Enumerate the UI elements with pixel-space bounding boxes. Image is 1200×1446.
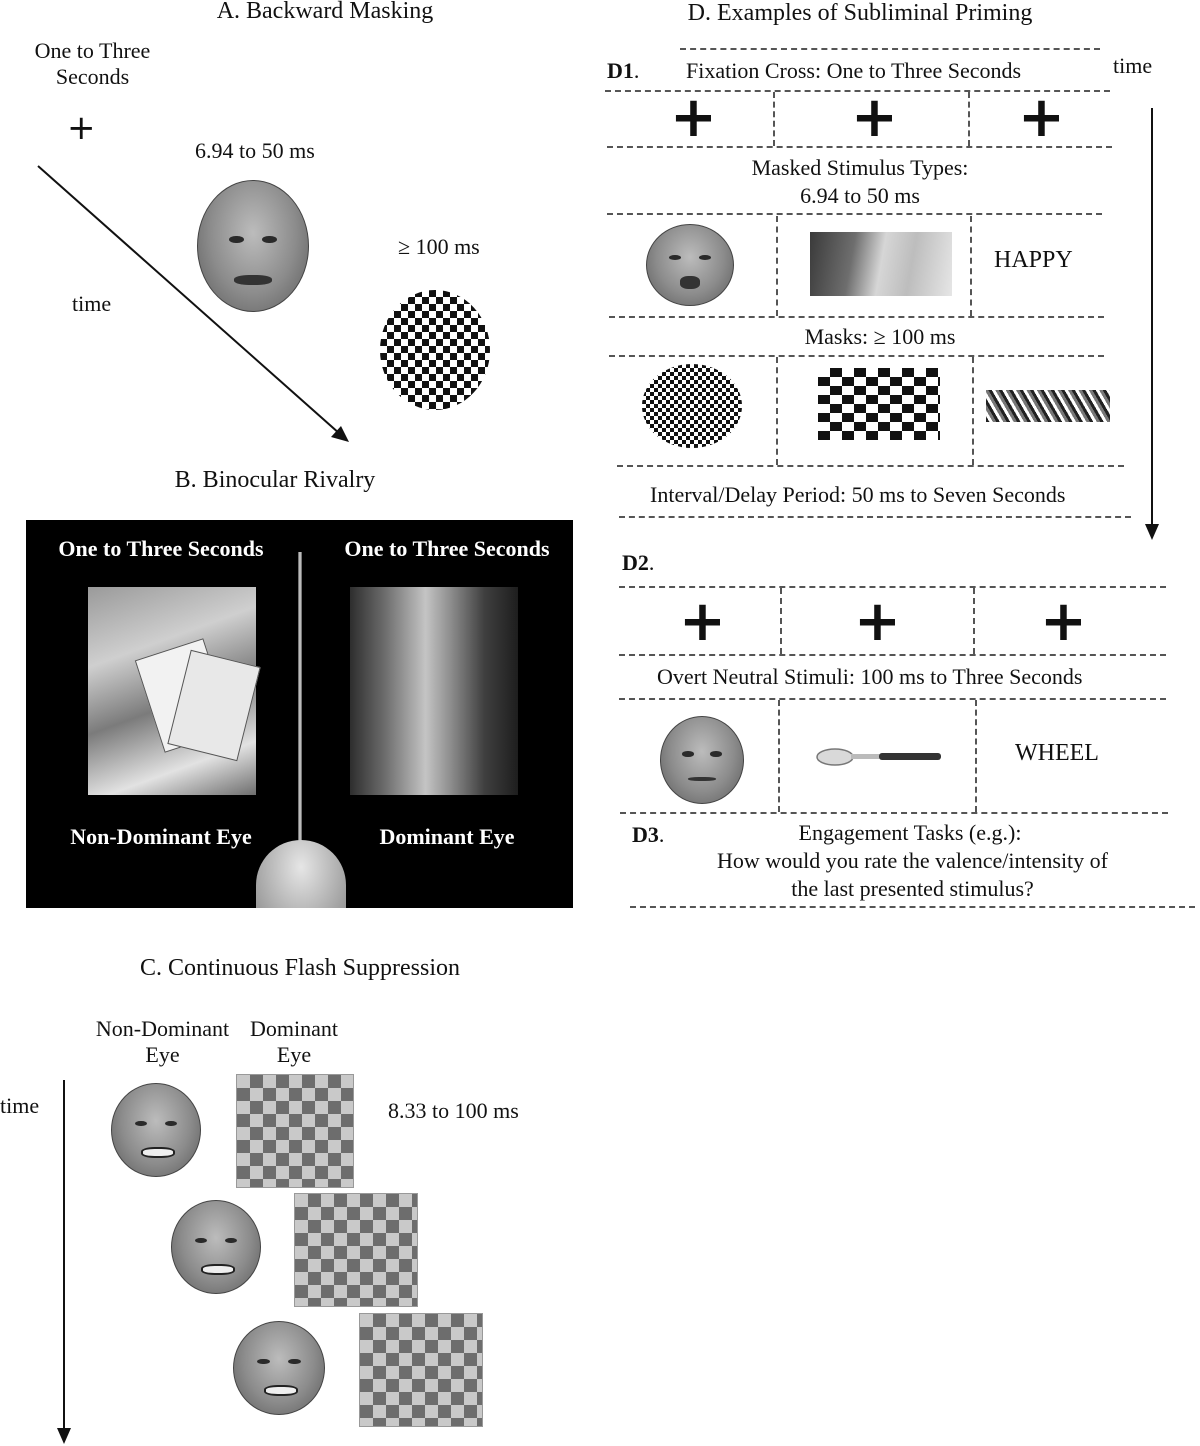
dominant-col-line2: Eye: [276, 1042, 312, 1067]
time-label-d: time: [1113, 53, 1153, 78]
dash-line: [620, 812, 1168, 814]
masked-types-line1: Masked Stimulus Types:: [751, 155, 969, 180]
fixation-cross-icon: +: [854, 589, 901, 654]
panel-c-title: C. Continuous Flash Suppression: [139, 955, 461, 981]
fixation-cross-icon: +: [1018, 85, 1065, 150]
non-dominant-eye-label: Non-Dominant Eye: [70, 824, 252, 849]
interval-label: Interval/Delay Period: 50 ms to Seven Seconds: [650, 482, 1066, 507]
engagement-line3: the last presented stimulus?: [791, 876, 1034, 901]
masks-label: Masks: ≥ 100 ms: [804, 324, 956, 349]
fixation-cross-icon: +: [67, 108, 96, 148]
panel-a-title: A. Backward Masking: [216, 0, 434, 24]
fixation-cross-icon: +: [679, 589, 726, 654]
happy-word: HAPPY: [994, 247, 1073, 273]
non-dominant-col-line2: Eye: [145, 1042, 180, 1067]
fixation-duration-line1: One to Three: [34, 38, 151, 63]
d3-label: D3.: [632, 822, 665, 847]
left-duration: One to Three Seconds: [58, 536, 264, 561]
d2-label: D2.: [622, 550, 655, 575]
dominant-col-line1: Dominant: [250, 1016, 338, 1041]
fixation-cross-icon: +: [670, 85, 717, 150]
overt-neutral-label: Overt Neutral Stimuli: 100 ms to Three Seconds: [657, 664, 1083, 689]
wheel-word: WHEEL: [1015, 740, 1099, 766]
dominant-eye-label: Dominant Eye: [379, 824, 515, 849]
panel-b-title: B. Binocular Rivalry: [174, 467, 376, 493]
fixation-row-label: Fixation Cross: One to Three Seconds: [686, 58, 1022, 83]
masked-types-line2: 6.94 to 50 ms: [800, 183, 920, 208]
right-duration: One to Three Seconds: [344, 536, 550, 561]
mask-duration: ≥ 100 ms: [398, 234, 480, 259]
fixation-cross-icon: +: [1040, 589, 1087, 654]
cfs-duration: 8.33 to 100 ms: [388, 1098, 519, 1123]
fixation-duration-line2: Seconds: [55, 64, 130, 89]
non-dominant-col-line1: Non-Dominant: [95, 1016, 230, 1041]
d1-label: D1.: [607, 58, 640, 83]
stimulus-duration: 6.94 to 50 ms: [195, 138, 315, 163]
panel-d-title: D. Examples of Subliminal Priming: [687, 0, 1033, 26]
dash-line: [630, 906, 1195, 908]
time-label-a: time: [72, 291, 112, 316]
engagement-line2: How would you rate the valence/intensity of: [716, 848, 1108, 873]
time-label-c: time: [0, 1093, 40, 1118]
fixation-cross-icon: +: [851, 85, 898, 150]
engagement-line1: Engagement Tasks (e.g.):: [798, 820, 1022, 845]
